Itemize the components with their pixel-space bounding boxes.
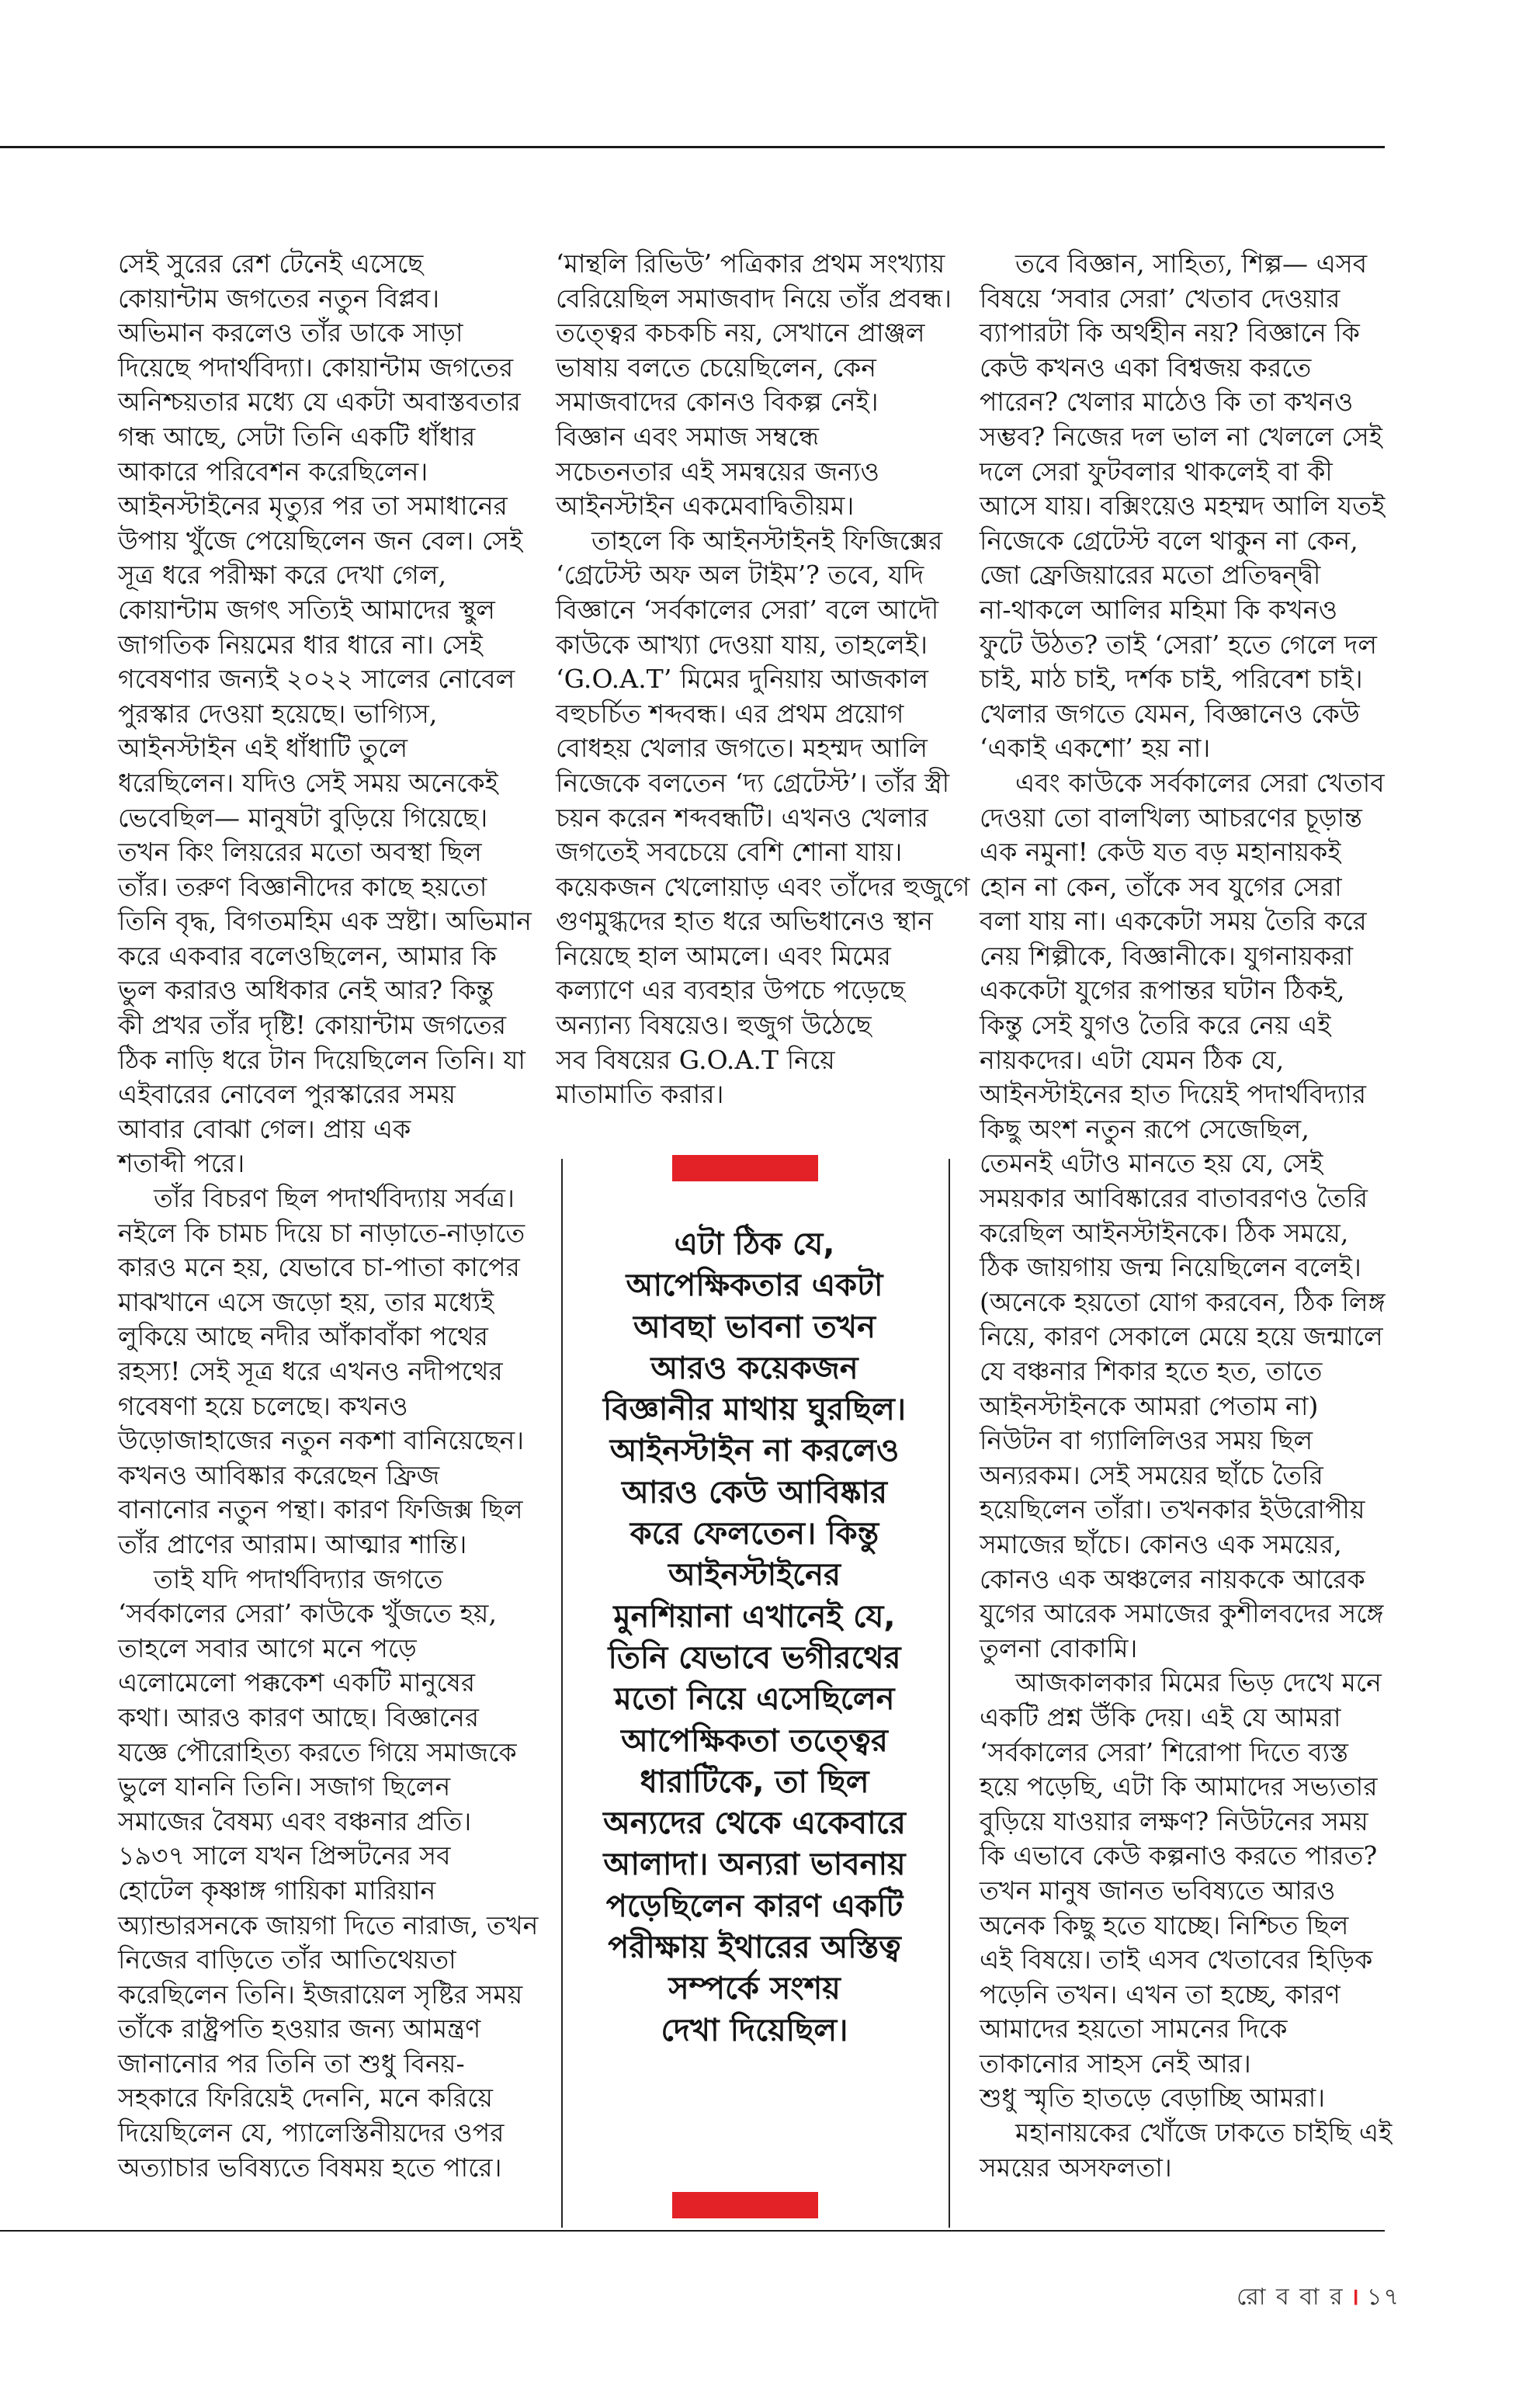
text-line: চাই, মাঠ চাই, দর্শক চাই, পরিবেশ চাই।: [980, 664, 1363, 695]
text-line: করে একবার বলেওছিলেন, আমার কি: [118, 940, 497, 971]
pull-quote-line: মতো নিয়ে এসেছিলেন: [614, 1681, 895, 1718]
text-line: জাগতিক নিয়মের ধার ধারে না। সেই: [118, 629, 483, 660]
paragraph: [118, 247, 537, 1181]
text-line: যজ্ঞে পৌরোহিত্য করতে গিয়ে সমাজকে: [118, 1736, 517, 1767]
text-line: আইনস্টাইনকে আমরা পেতাম না): [980, 1390, 1319, 1421]
text-line: নিজেকে গ্রেটেস্ট বলে থাকুন না কেন,: [980, 525, 1358, 556]
text-line: মহানায়কের খোঁজে ঢাকতে চাইছি এই: [1015, 2117, 1393, 2148]
text-line: আকারে পরিবেশন করেছিলেন।: [118, 456, 428, 487]
text-line: তাঁর বিচরণ ছিল পদার্থবিদ্যায় সর্বত্র।: [154, 1183, 515, 1214]
text-line: তিনি বৃদ্ধ, বিগতমহিম এক স্রষ্টা। অভিমান: [118, 906, 532, 937]
text-line: ‘মান্থলি রিভিউ’ পত্রিকার প্রথম সংখ্যায়: [556, 248, 945, 279]
pull-quote-line: আইনস্টাইনের: [668, 1557, 841, 1594]
text-line: শতাব্দী পরে।: [118, 1148, 245, 1179]
text-line: যুগের আরেক সমাজের কুশীলবদের সঙ্গে: [980, 1598, 1384, 1629]
text-line: হোন না কেন, তাঁকে সব যুগের সেরা: [980, 871, 1342, 902]
text-line: আইনস্টাইন এই ধাঁধাটি তুলে: [118, 733, 408, 764]
text-line: ধরেছিলেন। যদিও সেই সময় অনেকেই: [118, 767, 498, 798]
text-line: অনেক কিছু হতে যাচ্ছে। নিশ্চিত ছিল: [980, 1909, 1349, 1940]
text-line: একটি প্রশ্ন উঁকি দেয়। এই যে আমরা: [980, 1701, 1341, 1732]
text-line: এবং কাউকে সর্বকালের সেরা খেতাব: [1015, 767, 1385, 798]
paragraph: [980, 2116, 1399, 2185]
text-line: সমাজের ছাঁচে। কোনও এক সময়ের,: [980, 1528, 1342, 1559]
text-line: দিয়েছিলেন যে, প্যালেস্তিনীয়দের ওপর: [118, 2117, 505, 2148]
text-line: তুলনা বোকামি।: [980, 1632, 1138, 1663]
text-line: করেছিলেন তিনি। ইজরায়েল সৃষ্টির সময়: [118, 1979, 523, 2010]
pull-quote: [568, 1224, 941, 2051]
text-line: কোনও এক অঞ্চলের নায়ককে আরেক: [980, 1563, 1365, 1594]
text-line: অন্যরকম। সেই সময়ের ছাঁচে তৈরি: [980, 1459, 1323, 1490]
text-line: তখন মানুষ জানত ভবিষ্যতে আরও: [980, 1875, 1336, 1906]
text-line: পুরস্কার দেওয়া হয়েছে। ভাগ্যিস,: [118, 698, 438, 729]
text-line: বিষয়ে ‘সবার সেরা’ খেতাব দেওয়ার: [980, 283, 1341, 314]
publication-name: রো ব বা র: [1237, 2284, 1344, 2311]
column-divider-right: [949, 1159, 950, 2228]
paragraph: [556, 524, 970, 1112]
paragraph: [980, 247, 1399, 766]
pull-quote-line: আপেক্ষিকতার একটা: [626, 1268, 883, 1304]
text-line: এক নমুনা! কেউ যত বড় মহানায়কই: [980, 837, 1341, 868]
text-line: উড়োজাহাজের নতুন নকশা বানিয়েছেন।: [118, 1425, 525, 1456]
text-line: ঠিক জায়গায় জন্ম নিয়েছিলেন বলেই।: [980, 1252, 1361, 1283]
pull-quote-line: আপেক্ষিকতা তত্ত্বের: [621, 1722, 888, 1759]
text-line: লুকিয়ে আছে নদীর আঁকাবাঁকা পথের: [118, 1321, 488, 1352]
text-line: করেছিল আইনস্টাইনকে। ঠিক সময়ে,: [980, 1217, 1349, 1248]
text-line: ব্যাপারটা কি অর্থহীন নয়? বিজ্ঞানে কি: [980, 317, 1360, 349]
text-line: নিউটন বা গ্যালিলিওর সময় ছিল: [980, 1425, 1313, 1456]
text-line: উপায় খুঁজে পেয়েছিলেন জন বেল। সেই: [118, 525, 523, 556]
text-line: যে বঞ্চনার শিকার হতে হত, তাতে: [980, 1356, 1323, 1386]
text-line: চয়ন করেন শব্দবন্ধটি। এখনও খেলার: [556, 802, 928, 833]
page-number: ১৭: [1367, 2284, 1400, 2311]
text-line: নিজেকে বলতেন ‘দ্য গ্রেটেস্ট’। তাঁর স্ত্রী: [556, 767, 950, 798]
text-line: কি এভাবে কেউ কল্পনাও করতে পারত?: [980, 1840, 1378, 1871]
text-line: খেলার জগতে যেমন, বিজ্ঞানেও কেউ: [980, 698, 1360, 729]
text-line: জগতেই সবচেয়ে বেশি শোনা যায়।: [556, 837, 903, 868]
text-line: কোয়ান্টাম জগৎ সত্যিই আমাদের স্থুল: [118, 594, 495, 625]
pull-quote-top-bar: [672, 1155, 818, 1181]
text-line: আজকালকার মিমের ভিড় দেখে মনে: [1015, 1667, 1382, 1698]
text-line: আইনস্টাইন একমেবাদ্বিতীয়ম।: [556, 491, 855, 522]
text-line: সম্ভব? নিজের দল ভাল না খেললে সেই: [980, 421, 1383, 452]
text-line: এই বিষয়ে। তাই এসব খেতাবের হিড়িক: [980, 1944, 1373, 1975]
pull-quote-line: আইনস্টাইন না করলেও: [609, 1433, 900, 1469]
text-line: এককেটা যুগের রূপান্তর ঘটান ঠিকই,: [980, 975, 1345, 1006]
text-line: তাঁর। তরুণ বিজ্ঞানীদের কাছে হয়তো: [118, 871, 487, 902]
text-line: অনিশ্চয়তার মধ্যে যে একটা অবাস্তবতার: [118, 387, 521, 418]
text-line: তাকানোর সাহস নেই আর।: [980, 2048, 1251, 2079]
pull-quote-line: আরও কয়েকজন: [650, 1350, 858, 1386]
text-line: কী প্রখর তাঁর দৃষ্টি! কোয়ান্টাম জগতের: [118, 1010, 507, 1041]
text-line: নিয়েছে হাল আমলে। এবং মিমের: [556, 940, 891, 971]
text-line: বানানোর নতুন পন্থা। কারণ ফিজিক্স ছিল: [118, 1494, 523, 1525]
text-line: সচেতনতার এই সমন্বয়ের জন্যও: [556, 456, 880, 487]
text-line: জানানোর পর তিনি তা শুধু বিনয়-: [118, 2048, 465, 2079]
text-line: ভুলে যাননি তিনি। সজাগ ছিলেন: [118, 1771, 451, 1802]
text-line: কিন্তু সেই যুগও তৈরি করে নেয় এই: [980, 1010, 1331, 1041]
pull-quote-line: মুনশিয়ানা এখানেই যে,: [613, 1598, 896, 1635]
text-line: নইলে কি চামচ দিয়ে চা নাড়াতে-নাড়াতে: [118, 1217, 525, 1248]
text-line: অ্যান্ডারসনকে জায়গা দিতে নারাজ, তখন: [118, 1909, 539, 1940]
text-line: কখনও আবিষ্কার করেছেন ফ্রিজ: [118, 1459, 440, 1490]
text-line: ‘G.O.A.T’ মিমের দুনিয়ায় আজকাল: [556, 664, 929, 695]
text-line: গন্ধ আছে, সেটা তিনি একটি ধাঁধার: [118, 421, 476, 452]
text-line: তাই যদি পদার্থবিদ্যার জগতে: [154, 1563, 443, 1594]
paragraph: [980, 766, 1399, 1666]
text-line: পারেন? খেলার মাঠেও কি তা কখনও: [980, 387, 1354, 418]
text-line: নিয়ে, কারণ সেকালে মেয়ে হয়ে জন্মালে: [980, 1321, 1383, 1352]
folio-separator: ।: [1350, 2284, 1361, 2311]
bottom-rule: [0, 2230, 1385, 2232]
text-line: সহকারে ফিরিয়েই দেননি, মনে করিয়ে: [118, 2083, 493, 2114]
text-line: নেয় শিল্পীকে, বিজ্ঞানীকে। যুগনায়করা: [980, 940, 1354, 971]
article-column-2: [556, 247, 970, 1112]
text-line: আমাদের হয়তো সামনের দিকে: [980, 2013, 1288, 2044]
text-line: হয়েছিলেন তাঁরা। তখনকার ইউরোপীয়: [980, 1494, 1365, 1525]
pull-quote-bottom-bar: [672, 2192, 818, 2218]
text-line: কিছু অংশ নতুন রূপে সেজেছিল,: [980, 1113, 1309, 1144]
top-rule: [0, 146, 1385, 148]
text-line: ভাষায় বলতে চেয়েছিলেন, কেন: [556, 352, 877, 383]
text-line: অন্যান্য বিষয়েও। হুজুগ উঠেছে: [556, 1010, 872, 1041]
text-line: গুণমুগ্ধদের হাত ধরে অভিধানেও স্থান: [556, 906, 934, 937]
text-line: হোটেল কৃষ্ণাঙ্গ গায়িকা মারিয়ান: [118, 1875, 436, 1906]
text-line: আসে যায়। বক্সিংয়েও মহম্মদ আলি যতই: [980, 491, 1386, 522]
text-line: (অনেকে হয়তো যোগ করবেন, ঠিক লিঙ্গ: [980, 1286, 1386, 1317]
text-line: বুড়িয়ে যাওয়ার লক্ষণ? নিউটনের সময়: [980, 1805, 1368, 1836]
pull-quote-line: তিনি যেভাবে ভগীরথের: [608, 1639, 901, 1676]
text-line: ১৯৩৭ সালে যখন প্রিন্সটনের সব: [118, 1840, 451, 1871]
text-line: ঠিক নাড়ি ধরে টান দিয়েছিলেন তিনি। যা: [118, 1044, 526, 1075]
text-line: কোয়ান্টাম জগতের নতুন বিপ্লব।: [118, 283, 440, 314]
text-line: বোধহয় খেলার জগতে। মহম্মদ আলি: [556, 733, 928, 764]
text-line: ‘একাই একশো’ হয় না।: [980, 733, 1211, 764]
text-line: সমাজবাদের কোনও বিকল্প নেই।: [556, 387, 879, 418]
pull-quote-line: আবছা ভাবনা তখন: [633, 1309, 876, 1345]
text-line: কথা। আরও কারণ আছে। বিজ্ঞানের: [118, 1701, 480, 1732]
text-line: সমাজের বৈষম্য এবং বঞ্চনার প্রতি।: [118, 1805, 472, 1836]
column-divider-left: [561, 1159, 563, 2228]
text-line: নিজের বাড়িতে তাঁর আতিথেয়তা: [118, 1944, 456, 1975]
pull-quote-line: আলাদা। অন্যরা ভাবনায়: [603, 1847, 906, 1883]
pull-quote-line: আরও কেউ আবিষ্কার: [621, 1474, 888, 1510]
text-line: গবেষণা হয়ে চলেছে। কখনও: [118, 1390, 408, 1421]
text-line: না-থাকলে আলির মহিমা কি কখনও: [980, 594, 1338, 625]
paragraph: [118, 1562, 537, 2186]
text-line: রহস্য! সেই সূত্র ধরে এখনও নদীপথের: [118, 1356, 503, 1386]
text-line: কারও মনে হয়, যেভাবে চা-পাতা কাপের: [118, 1252, 520, 1283]
text-line: পড়েনি তখন। এখন তা হচ্ছে, কারণ: [980, 1979, 1341, 2010]
text-line: দেওয়া তো বালখিল্য আচরণের চূড়ান্ত: [980, 802, 1363, 833]
text-line: তখন কিং লিয়রের মতো অবস্থা ছিল: [118, 837, 482, 868]
text-line: তত্ত্বের কচকচি নয়, সেখানে প্রাঞ্জল: [556, 317, 925, 349]
text-line: সব বিষয়ের G.O.A.T নিয়ে: [556, 1044, 835, 1075]
text-line: তাঁর প্রাণের আরাম। আত্মার শান্তি।: [118, 1528, 467, 1559]
text-line: কল্যাণে এর ব্যবহার উপচে পড়েছে: [556, 975, 906, 1006]
text-line: ফুটে উঠত? তাই ‘সেরা’ হতে গেলে দল: [980, 629, 1378, 660]
pull-quote-line: এটা ঠিক যে,: [674, 1226, 835, 1262]
text-line: কয়েকজন খেলোয়াড় এবং তাঁদের হুজুগে: [556, 871, 970, 902]
pull-quote-line: করে ফেলতেন। কিন্তু: [630, 1516, 879, 1552]
text-line: তাহলে সবার আগে মনে পড়ে: [118, 1632, 417, 1663]
text-line: সেই সুরের রেশ টেনেই এসেছে: [118, 248, 424, 279]
text-line: ভেবেছিল— মানুষটা বুড়িয়ে গিয়েছে।: [118, 802, 488, 833]
text-line: দলে সেরা ফুটবলার থাকলেই বা কী: [980, 456, 1333, 487]
text-line: ‘সর্বকালের সেরা’ কাউকে খুঁজতে হয়,: [118, 1598, 498, 1629]
pull-quote-line: বিজ্ঞানীর মাথায় ঘুরছিল।: [602, 1392, 907, 1428]
text-line: বিজ্ঞানে ‘সর্বকালের সেরা’ বলে আদৌ: [556, 594, 939, 625]
text-line: বলা যায় না। এককেটা সময় তৈরি করে: [980, 906, 1367, 937]
text-line: এইবারের নোবেল পুরস্কারের সময়: [118, 1079, 456, 1110]
page-folio: [1237, 2278, 1400, 2318]
text-line: তাহলে কি আইনস্টাইনই ফিজিক্সের: [591, 525, 943, 556]
article-column-3: [980, 247, 1399, 2185]
text-line: অত্যাচার ভবিষ্যতে বিষময় হতে পারে।: [118, 2152, 502, 2183]
text-line: নায়কদের। এটা যেমন ঠিক যে,: [980, 1044, 1285, 1075]
text-line: ভুল করারও অধিকার নেই আর? কিন্তু: [118, 975, 494, 1006]
text-line: ‘সর্বকালের সেরা’ শিরোপা দিতে ব্যস্ত: [980, 1736, 1349, 1767]
text-line: বিজ্ঞান এবং সমাজ সম্বন্ধে: [556, 421, 820, 452]
text-line: কাউকে আখ্যা দেওয়া যায়, তাহলেই।: [556, 629, 928, 660]
pull-quote-line: সম্পর্কে সংশয়: [668, 1971, 841, 2007]
paragraph: [118, 1181, 537, 1562]
paragraph: [980, 1666, 1399, 2116]
pull-quote-line: পরীক্ষায় ইথারের অস্তিত্ব: [608, 1930, 901, 1966]
text-line: দিয়েছে পদার্থবিদ্যা। কোয়ান্টাম জগতের: [118, 352, 514, 383]
text-line: বেরিয়েছিল সমাজবাদ নিয়ে তাঁর প্রবন্ধ।: [556, 283, 952, 314]
pull-quote-line: পড়েছিলেন কারণ একটি: [605, 1888, 904, 1924]
pull-quote-line: অন্যদের থেকে একেবারে: [603, 1805, 906, 1842]
paragraph: [556, 247, 967, 524]
text-line: তেমনই এটাও মানতে হয় যে, সেই: [980, 1148, 1323, 1179]
article-column-1: [118, 247, 537, 2185]
text-line: আবার বোঝা গেল। প্রায় এক: [118, 1113, 411, 1144]
pull-quote-line: দেখা দিয়েছিল।: [661, 2012, 848, 2048]
text-line: সময়ের অসফলতা।: [980, 2152, 1172, 2183]
text-line: মাতামাতি করার।: [556, 1079, 724, 1110]
text-line: কেউ কখনও একা বিশ্বজয় করতে: [980, 352, 1312, 383]
text-line: এলোমেলো পক্ককেশ একটি মানুষের: [118, 1667, 476, 1698]
text-line: তাঁকে রাষ্ট্রপতি হওয়ার জন্য আমন্ত্রণ: [118, 2013, 481, 2044]
text-line: ‘গ্রেটেস্ট অফ অল টাইম’? তবে, যদি: [556, 560, 924, 591]
text-line: জো ফ্রেজিয়ারের মতো প্রতিদ্বন্দ্বী: [980, 560, 1321, 591]
text-line: বহুচর্চিত শব্দবন্ধ। এর প্রথম প্রয়োগ: [556, 698, 904, 729]
text-line: আইনস্টাইনের মৃত্যুর পর তা সমাধানের: [118, 491, 508, 522]
text-line: তবে বিজ্ঞান, সাহিত্য, শিল্প— এসব: [1015, 248, 1368, 279]
text-line: অভিমান করলেও তাঁর ডাকে সাড়া: [118, 317, 463, 349]
text-line: মাঝখানে এসে জড়ো হয়, তার মধ্যেই: [118, 1286, 494, 1317]
text-line: শুধু স্মৃতি হাতড়ে বেড়াচ্ছি আমরা।: [980, 2083, 1326, 2114]
text-line: হয়ে পড়েছি, এটা কি আমাদের সভ্যতার: [980, 1771, 1378, 1802]
text-line: আইনস্টাইনের হাত দিয়েই পদার্থবিদ্যার: [980, 1079, 1367, 1110]
text-line: সূত্র ধরে পরীক্ষা করে দেখা গেল,: [118, 560, 447, 591]
text-line: সময়কার আবিষ্কারের বাতাবরণও তৈরি: [980, 1183, 1368, 1214]
pull-quote-line: ধারাটিকে, তা ছিল: [640, 1764, 869, 1800]
text-line: গবেষণার জন্যই ২০২২ সালের নোবেল: [118, 664, 515, 695]
